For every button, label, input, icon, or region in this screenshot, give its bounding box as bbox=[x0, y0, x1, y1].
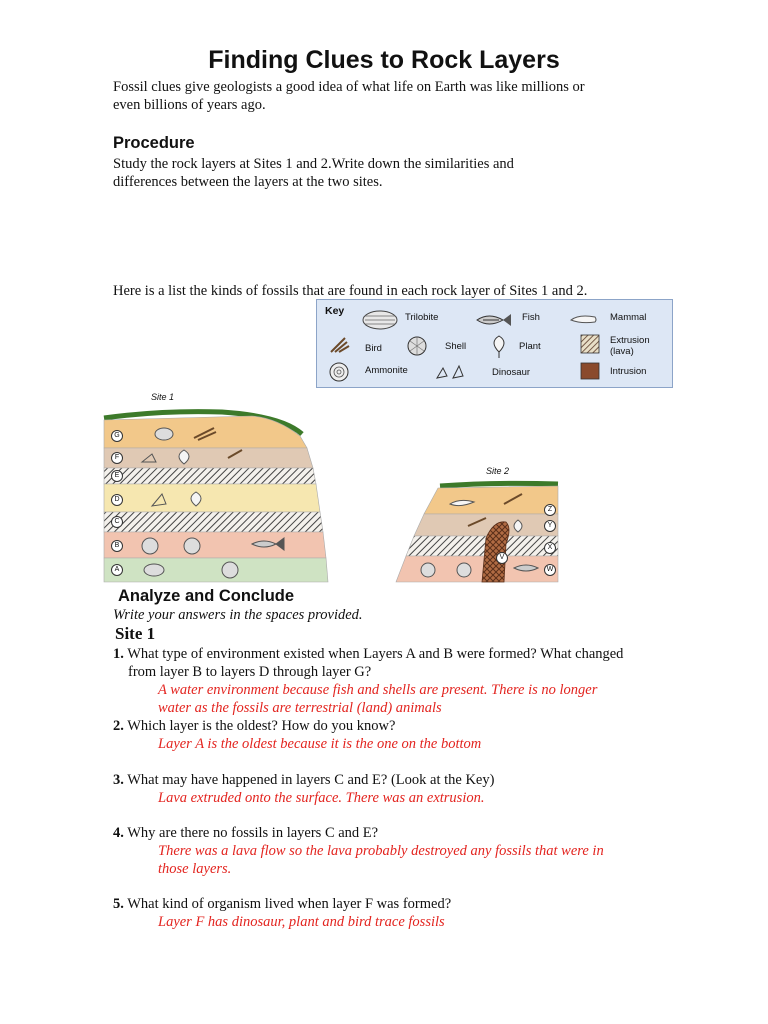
site-2-label-z: Z bbox=[544, 504, 556, 516]
key-bird: Bird bbox=[365, 343, 382, 354]
site-1-cross-section bbox=[102, 388, 332, 586]
site-1-layer-b bbox=[104, 532, 326, 558]
answer-3: Lava extruded onto the surface. There was an extrusion. bbox=[158, 790, 485, 806]
intro-line-1: Fossil clues give geologists a good idea of what life on Earth was like millions or bbox=[113, 79, 585, 95]
site-1-label-a: A bbox=[111, 564, 123, 576]
question-3-number: 3. bbox=[113, 772, 124, 788]
ammonite-icon bbox=[330, 363, 348, 381]
fish-icon bbox=[477, 314, 511, 326]
site-2-diagram bbox=[394, 464, 564, 586]
shell-icon bbox=[408, 337, 426, 355]
question-1-text-2: from layer B to layers D through layer G? bbox=[128, 664, 372, 680]
site-1-label-b: B bbox=[111, 540, 123, 552]
site-1-label-e: E bbox=[111, 470, 123, 482]
answer-4-line-1: There was a lava flow so the lava probably destroyed any fossils that were in bbox=[158, 843, 604, 859]
answer-1-line-2: water as the fossils are terrestrial (land) animals bbox=[158, 700, 442, 716]
site-2-layer-z bbox=[424, 486, 558, 514]
question-4-number: 4. bbox=[113, 825, 124, 841]
site-1-label-d: D bbox=[111, 494, 123, 506]
key-intrusion: Intrusion bbox=[610, 366, 647, 377]
site-1-label-f: F bbox=[111, 452, 123, 464]
key-title: Key bbox=[325, 305, 345, 317]
site-2-label: Site 2 bbox=[486, 466, 510, 476]
key-trilobite: Trilobite bbox=[405, 312, 439, 323]
key-dinosaur: Dinosaur bbox=[492, 367, 531, 378]
extrusion-swatch bbox=[581, 335, 599, 353]
procedure-line-2: differences between the layers at the two sites. bbox=[113, 174, 383, 190]
question-4-text: Why are there no fossils in layers C and E? bbox=[127, 825, 379, 841]
question-5-text: What kind of organism lived when layer F was formed? bbox=[127, 896, 452, 912]
bird-track-icon bbox=[331, 338, 349, 352]
fossil-key bbox=[316, 299, 673, 388]
site-2-layer-y bbox=[414, 514, 558, 536]
analyze-instruction: Write your answers in the spaces provided. bbox=[113, 607, 363, 623]
site-1-layer-c bbox=[104, 512, 323, 532]
key-plant: Plant bbox=[519, 341, 541, 352]
question-1 bbox=[113, 645, 623, 663]
question-5-number: 5. bbox=[113, 896, 124, 912]
site-1-layer-a bbox=[104, 558, 328, 582]
question-5 bbox=[113, 895, 451, 913]
site-1-label: Site 1 bbox=[151, 392, 175, 402]
intro-line-2: even billions of years ago. bbox=[113, 97, 266, 113]
question-2 bbox=[113, 717, 395, 735]
site-1-layer-e bbox=[104, 468, 316, 484]
key-extrusion-lava: (lava) bbox=[610, 346, 634, 357]
answer-1-line-1: A water environment because fish and shells are present. There is no longer bbox=[158, 682, 598, 698]
site-2-cross-section bbox=[394, 464, 564, 586]
key-extrusion: Extrusion bbox=[610, 335, 650, 346]
site-2-label-w: W bbox=[544, 564, 556, 576]
site-1-heading: Site 1 bbox=[115, 624, 156, 643]
dinosaur-track-icon bbox=[437, 366, 463, 378]
page-title: Finding Clues to Rock Layers bbox=[208, 46, 560, 74]
question-1-text-1: What type of environment existed when Layers A and B were formed? What changed bbox=[127, 646, 624, 662]
site-1-layer-d bbox=[104, 484, 320, 512]
answer-5: Layer F has dinosaur, plant and bird trace fossils bbox=[158, 914, 445, 930]
question-3 bbox=[113, 771, 494, 789]
fossil-list-text: Here is a list the kinds of fossils that are found in each rock layer of Sites 1 and 2. bbox=[113, 283, 588, 299]
site-2-label-x: X bbox=[544, 542, 556, 554]
site-1-diagram bbox=[102, 388, 332, 586]
question-2-number: 2. bbox=[113, 718, 124, 734]
answer-2: Layer A is the oldest because it is the one on the bottom bbox=[158, 736, 482, 752]
key-mammal: Mammal bbox=[610, 312, 647, 323]
site-2-label-y: Y bbox=[544, 520, 556, 532]
mammal-icon bbox=[571, 316, 596, 323]
key-shell: Shell bbox=[445, 341, 467, 352]
site-1-label-g: G bbox=[111, 430, 123, 442]
question-1-number: 1. bbox=[113, 646, 124, 662]
site-2-layer-x bbox=[406, 536, 558, 556]
site-2-grass bbox=[440, 483, 558, 486]
key-fish: Fish bbox=[522, 312, 540, 323]
trilobite-icon bbox=[363, 311, 397, 329]
procedure-heading: Procedure bbox=[113, 134, 195, 152]
answer-4-line-2: those layers. bbox=[158, 861, 232, 877]
question-3-text: What may have happened in layers C and E? (Look at the Key) bbox=[127, 772, 495, 788]
key-ammonite: Ammonite bbox=[365, 365, 408, 376]
site-2-label-v: V bbox=[496, 552, 508, 564]
analyze-heading: Analyze and Conclude bbox=[118, 587, 295, 605]
intrusion-swatch bbox=[581, 363, 599, 379]
question-4 bbox=[113, 824, 378, 842]
plant-icon bbox=[494, 336, 504, 358]
question-2-text: Which layer is the oldest? How do you know? bbox=[127, 718, 396, 734]
procedure-line-1: Study the rock layers at Sites 1 and 2.Write down the similarities and bbox=[113, 156, 514, 172]
site-1-layer-f bbox=[104, 448, 313, 468]
site-1-label-c: C bbox=[111, 516, 123, 528]
